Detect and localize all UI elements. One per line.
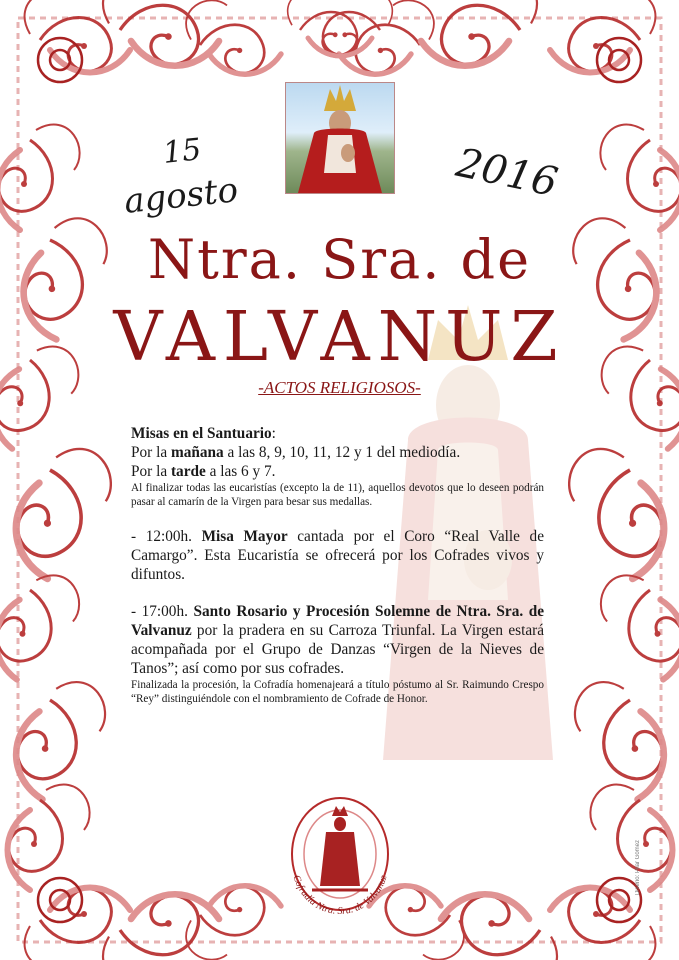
title-line-1: Ntra. Sra. de	[147, 228, 532, 291]
virgin-photo	[285, 82, 395, 194]
cofradia-seal	[282, 794, 398, 918]
subtitle-text: -ACTOS RELIGIOSOS-	[258, 378, 421, 397]
procesion-paragraph: - 17:00h. Santo Rosario y Procesión Solemne de Ntra. Sra. de Valvanuz por la pradera en su Carroza Triunfal. La Virgen estará acompañada por el Grupo de Danzas “Virgen de la Nieves de Tanos”; así como por sus cofrades.	[131, 603, 545, 677]
morning-masses: Por la mañana a las 8, 9, 10, 11, 12 y 1 del mediodía.	[131, 444, 461, 461]
date-year: 2016	[452, 139, 562, 207]
santuario-heading: Misas en el Santuario	[131, 425, 272, 442]
program-text	[131, 424, 544, 706]
misa-mayor-paragraph: - 12:00h. Misa Mayor cantada por el Coro “Real Valle de Camargo”. Esta Eucaristía se ofrecerá por los Cofrades vivos y difuntos.	[131, 528, 544, 583]
santuario-heading-line: Misas en el Santuario:	[131, 425, 276, 442]
seal-text: Cofradía Ntra. Sra. de Valvanuz	[290, 873, 390, 917]
title-line-2: VALVANUZ	[113, 298, 566, 377]
procesion-note: Finalizada la procesión, la Cofradía homenajeará a título póstumo al Sr. Raimundo Crespo “Rey” distinguiéndole con el nombramiento de Cofrade de Honor.	[131, 679, 544, 705]
afternoon-masses: Por la tarde a las 6 y 7.	[131, 463, 276, 480]
section-subtitle	[0, 378, 679, 398]
santuario-note: Al finalizar todas las eucaristías (excepto la de 11), aquellos devotos que lo deseen podrán pasar al camarín de la Virgen para besar sus medallas.	[131, 482, 544, 508]
date-day: 15	[161, 132, 203, 171]
date-month: agosto	[122, 170, 240, 222]
design-credit: Diseño: Pilar Gómez	[635, 840, 641, 896]
